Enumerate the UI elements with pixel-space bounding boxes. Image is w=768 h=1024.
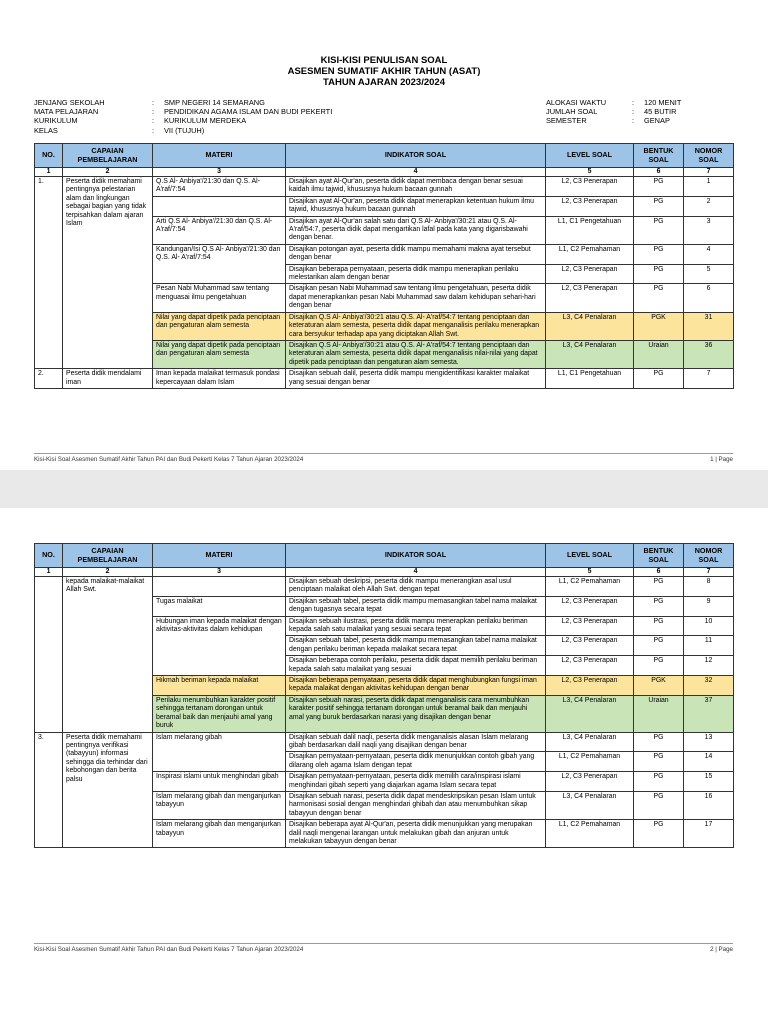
meta-colon: :	[632, 107, 635, 117]
indikator-cell: Disajikan beberapa ayat Al-Qur'an, peserta didik menunjukkan yang merupakan dalil naqli mengenai larangan untuk melakukan gibah dan anjuran untuk melakukan tabayyun dengan benar	[286, 820, 546, 848]
column-header-bentuk: BENTUK SOAL	[634, 144, 684, 168]
meta-value: KURIKULUM MERDEKA	[164, 116, 247, 126]
materi-cell: Hubungan iman kepada malaikat dengan aktivitas-aktivitas dalam kehidupan	[153, 616, 286, 675]
level-cell: L1, C2 Pemahaman	[546, 577, 634, 597]
meta-colon: :	[152, 116, 155, 126]
nomor-cell: 37	[684, 695, 734, 732]
indikator-cell: Disajikan beberapa pernyataan, peserta didik mampu menerapkan perilaku melestarikan alam dengan benar	[286, 264, 546, 284]
nomor-cell: 10	[684, 616, 734, 636]
level-cell: L2, C3 Penerapan	[546, 656, 634, 676]
document-title-line-2: ASESMEN SUMATIF AKHIR TAHUN (ASAT)	[287, 66, 481, 77]
nomor-cell: 32	[684, 676, 734, 696]
meta-colon: :	[152, 107, 155, 117]
bentuk-cell: PG	[634, 752, 684, 772]
column-header-materi: MATERI	[153, 544, 286, 568]
column-number: 4	[286, 168, 546, 177]
bentuk-cell: PG	[634, 596, 684, 616]
page-footer	[34, 453, 733, 463]
meta-value: 120 MENIT	[644, 98, 682, 107]
column-header-capaian: CAPAIAN PEMBELAJARAN	[63, 144, 153, 168]
indikator-cell: Disajikan potongan ayat, peserta didik mampu memahami makna ayat tersebut dengan benar	[286, 244, 546, 264]
meta-key: JENJANG SEKOLAH	[34, 98, 105, 107]
nomor-cell: 31	[684, 312, 734, 340]
level-cell: L2, C3 Penerapan	[546, 772, 634, 792]
indikator-cell: Disajikan Q.S Al- Anbiya'/30:21 atau Q.S. Al- A'raf/54:7 tentang penciptaan dan keteraturan alam semesta, peserta didik dapat menganalisis nilai-nilai yang dapat dipetik pada penciptaan dan pengaturan alam semesta.	[286, 340, 546, 368]
materi-cell: Arti Q.S Al- Anbiya'/21:30 dan Q.S. Al- A'raf/7:54	[153, 216, 286, 244]
level-cell: L3, C4 Penalaran	[546, 732, 634, 752]
meta-value: SMP NEGERI 14 SEMARANG	[164, 98, 265, 107]
materi-cell: Iman kepada malaikat termasuk pondasi kepercayaan dalam Islam	[153, 369, 286, 389]
meta-key: KELAS	[34, 125, 58, 135]
materi-cell	[153, 577, 286, 597]
column-header-nomor: NOMOR SOAL	[684, 144, 734, 168]
column-header-indikator: INDIKATOR SOAL	[286, 144, 546, 168]
kisi-kisi-table-page-1	[34, 143, 734, 389]
table-header-row	[35, 144, 734, 168]
materi-cell: Islam melarang gibah dan menganjurkan tabayyun	[153, 820, 286, 848]
meta-colon: :	[152, 98, 155, 107]
bentuk-cell: PG	[634, 772, 684, 792]
materi-cell: Islam melarang gibah dan menganjurkan tabayyun	[153, 791, 286, 819]
column-number-row	[35, 568, 734, 577]
column-number: 7	[684, 168, 734, 177]
column-number: 3	[153, 568, 286, 577]
materi-cell: Tugas malaikat	[153, 596, 286, 616]
nomor-cell: 13	[684, 732, 734, 752]
bentuk-cell: PG	[634, 244, 684, 264]
column-number: 2	[63, 568, 153, 577]
bentuk-cell: PG	[634, 284, 684, 312]
materi-cell: Q.S Al- Anbiya'/21:30 dan Q.S. Al-A'raf/7:54	[153, 177, 286, 197]
level-cell: L2, C3 Penerapan	[546, 196, 634, 216]
cp-text: Peserta didik memahami pentingnya pelestarian alam dan lingkungan sebagai bagian yang tidak terpisahkan dalam ajaran Islam	[63, 177, 153, 369]
document-page-1	[0, 0, 768, 470]
materi-cell: Inspirasi islami untuk menghindari gibah	[153, 772, 286, 792]
materi-cell: Nilai yang dapat dipetik pada penciptaan dan pengaturan alam semesta	[153, 340, 286, 368]
materi-cell: Islam melarang gibah	[153, 732, 286, 772]
indikator-cell: Disajikan pernyataan-pernyataan, peserta didik menunjukkan contoh gibah yang dilarang oleh agama Islam dengan tepat	[286, 752, 546, 772]
level-cell: L1, C2 Pemahaman	[546, 752, 634, 772]
level-cell: L1, C2 Pemahaman	[546, 820, 634, 848]
level-cell: L1, C1 Pengetahuan	[546, 216, 634, 244]
document-title-line-3: TAHUN AJARAN 2023/2024	[323, 77, 445, 88]
indikator-cell: Disajikan pernyataan-pernyataan, peserta didik memilih cara/inspirasi islami menghindari gibah seperti yang diajarkan agama Islam secara tepat	[286, 772, 546, 792]
level-cell: L3, C4 Penalaran	[546, 340, 634, 368]
indikator-cell: Disajikan beberapa contoh perilaku, peserta didik dapat memilih perilaku beriman kepada salah satu malaikat yang sesuai	[286, 656, 546, 676]
meta-right	[546, 98, 681, 126]
cp-number: 1.	[35, 177, 63, 369]
materi-cell: Hikmah beriman kepada malaikat	[153, 676, 286, 696]
meta-colon: :	[632, 98, 635, 107]
bentuk-cell: PG	[634, 616, 684, 636]
column-header-materi: MATERI	[153, 144, 286, 168]
column-header-level: LEVEL SOAL	[546, 144, 634, 168]
level-cell: L3, C4 Penalaran	[546, 312, 634, 340]
column-number: 1	[35, 168, 63, 177]
table-row	[35, 369, 734, 389]
column-header-bentuk: BENTUK SOAL	[634, 544, 684, 568]
cp-number: 2.	[35, 369, 63, 389]
level-cell: L3, C4 Penalaran	[546, 695, 634, 732]
indikator-cell: Disajikan ayat Al-Qur'an, peserta didik dapat menerapkan ketentuan hukum ilmu tajwid, khususnya hukum bacaan gunnah	[286, 196, 546, 216]
level-cell: L1, C2 Pemahaman	[546, 244, 634, 264]
page-footer	[34, 943, 733, 953]
bentuk-cell: PG	[634, 732, 684, 752]
materi-cell: Nilai yang dapat dipetik pada penciptaan dan pengaturan alam semesta	[153, 312, 286, 340]
nomor-cell: 2	[684, 196, 734, 216]
indikator-cell: Disajikan ayat Al-Qur'an salah satu dari Q.S Al- Anbiya'/30:21 atau Q.S. Al- A'raf/54:7, peserta didik dapat mengartikan lafal pada kata yang digarisbawahi dengan benar.	[286, 216, 546, 244]
bentuk-cell: PG	[634, 177, 684, 197]
column-header-no: NO.	[35, 144, 63, 168]
materi-cell	[153, 196, 286, 216]
nomor-cell: 5	[684, 264, 734, 284]
column-header-level: LEVEL SOAL	[546, 544, 634, 568]
table-row	[35, 177, 734, 197]
footer-text: Kisi-Kisi Soal Asesmen Sumatif Akhir Tahun PAI dan Budi Pekerti Kelas 7 Tahun Ajaran 2023/2024	[34, 946, 304, 953]
column-header-capaian: CAPAIAN PEMBELAJARAN	[63, 544, 153, 568]
bentuk-cell: PG	[634, 264, 684, 284]
column-number: 3	[153, 168, 286, 177]
bentuk-cell: Uraian	[634, 695, 684, 732]
meta-left	[34, 98, 332, 135]
nomor-cell: 1	[684, 177, 734, 197]
column-number: 5	[546, 568, 634, 577]
cp-number-empty	[35, 577, 63, 733]
bentuk-cell: PG	[634, 577, 684, 597]
nomor-cell: 15	[684, 772, 734, 792]
indikator-cell: Disajikan pesan Nabi Muhammad saw tentang ilmu pengetahuan, peserta didik dapat menerapkankan pesan Nabi Muhammad saw dalam kehidupan sehari-hari dengan benar	[286, 284, 546, 312]
indikator-cell: Disajikan sebuah deskripsi, peserta didik mampu menerangkan asal usul penciptaan malaikat oleh Allah Swt. dengan tepat	[286, 577, 546, 597]
indikator-cell: Disajikan beberapa pernyataan, peserta didik dapat menghubungkan fungsi iman kepada malaikat dengan aktivitas kehidupan dengan benar	[286, 676, 546, 696]
nomor-cell: 12	[684, 656, 734, 676]
bentuk-cell: PG	[634, 369, 684, 389]
nomor-cell: 3	[684, 216, 734, 244]
bentuk-cell: PG	[634, 791, 684, 819]
cp-text: Peserta didik mendalami iman	[63, 369, 153, 389]
nomor-cell: 4	[684, 244, 734, 264]
bentuk-cell: PGK	[634, 676, 684, 696]
bentuk-cell: PG	[634, 636, 684, 656]
nomor-cell: 7	[684, 369, 734, 389]
level-cell: L3, C4 Penalaran	[546, 791, 634, 819]
nomor-cell: 9	[684, 596, 734, 616]
nomor-cell: 8	[684, 577, 734, 597]
level-cell: L1, C1 Pengetahuan	[546, 369, 634, 389]
column-number: 5	[546, 168, 634, 177]
column-header-no: NO.	[35, 544, 63, 568]
indikator-cell: Disajikan sebuah tabel, peserta didik mampu memasangkan tabel nama malaikat dengan tugasnya secara tepat	[286, 596, 546, 616]
bentuk-cell: PG	[634, 196, 684, 216]
bentuk-cell: Uraian	[634, 340, 684, 368]
document-title-line-1: KISI-KISI PENULISAN SOAL	[320, 55, 448, 66]
bentuk-cell: PG	[634, 656, 684, 676]
indikator-cell: Disajikan ayat Al-Qur'an, peserta didik dapat membaca dengan benar sesuai kaidah ilmu tajwid, khususnya hukum bacaan gunnah	[286, 177, 546, 197]
column-number: 7	[684, 568, 734, 577]
cp-number: 3.	[35, 732, 63, 848]
meta-colon: :	[632, 116, 635, 126]
column-number: 4	[286, 568, 546, 577]
meta-value: GENAP	[644, 116, 670, 126]
nomor-cell: 36	[684, 340, 734, 368]
nomor-cell: 6	[684, 284, 734, 312]
table-header-row	[35, 544, 734, 568]
meta-key: MATA PELAJARAN	[34, 107, 99, 117]
level-cell: L2, C3 Penerapan	[546, 676, 634, 696]
footer-page-number: 1 | Page	[710, 456, 733, 463]
materi-cell: Kandungan/Isi Q.S Al- Anbiya'/21:30 dan Q.S. Al- A'raf/7:54	[153, 244, 286, 284]
indikator-cell: Disajikan sebuah narasi, peserta didik dapat menganalisis cara menumbuhkan karakter positif sehingga tertanam dorongan untuk beramal baik dan menjauhi amal yang buruk berdasarkan narasi yang disajikan dengan benar	[286, 695, 546, 732]
level-cell: L2, C3 Penerapan	[546, 616, 634, 636]
meta-key: KURIKULUM	[34, 116, 78, 126]
materi-cell: Perilaku menumbuhkan karakter positif sehingga tertanam dorongan untuk beramal baik dan menjauhi amal yang buruk	[153, 695, 286, 732]
column-number: 6	[634, 568, 684, 577]
level-cell: L2, C3 Penerapan	[546, 636, 634, 656]
nomor-cell: 14	[684, 752, 734, 772]
cp-text: Peserta didik memahami pentingnya verifikasi (tabayyun) informasi sehingga dia terhindar dari kebohongan dan berita palsu	[63, 732, 153, 848]
table-row	[35, 577, 734, 597]
column-number: 6	[634, 168, 684, 177]
footer-text: Kisi-Kisi Soal Asesmen Sumatif Akhir Tahun PAI dan Budi Pekerti Kelas 7 Tahun Ajaran 2023/2024	[34, 456, 304, 463]
column-number: 1	[35, 568, 63, 577]
document-title-block	[0, 55, 768, 88]
nomor-cell: 11	[684, 636, 734, 656]
cp-text: kepada malaikat-malaikat Allah Swt.	[63, 577, 153, 733]
column-header-nomor: NOMOR SOAL	[684, 544, 734, 568]
bentuk-cell: PG	[634, 216, 684, 244]
bentuk-cell: PGK	[634, 312, 684, 340]
column-number-row	[35, 168, 734, 177]
meta-colon: :	[152, 125, 155, 135]
indikator-cell: Disajikan sebuah dalil, peserta didik mampu mengidentifikasi karakter malaikat yang sesuai dengan benar	[286, 369, 546, 389]
bentuk-cell: PG	[634, 820, 684, 848]
indikator-cell: Disajikan sebuah tabel, peserta didik mampu memasangkan tabel nama malaikat dengan perilaku beriman kepada malaikat secara tepat	[286, 636, 546, 656]
indikator-cell: Disajikan Q.S Al- Anbiya'/30:21 atau Q.S. Al- A'raf/54:7 tentang penciptaan dan keteraturan alam semesta, peserta didik dapat menganalisis perilaku menerapkan cara bersyukur terhadap apa yang diciptakan Allah Swt.	[286, 312, 546, 340]
level-cell: L2, C3 Penerapan	[546, 264, 634, 284]
column-number: 2	[63, 168, 153, 177]
nomor-cell: 16	[684, 791, 734, 819]
level-cell: L2, C3 Penerapan	[546, 177, 634, 197]
footer-page-number: 2 | Page	[710, 946, 733, 953]
meta-value: 45 BUTIR	[644, 107, 677, 117]
meta-key: JUMLAH SOAL	[546, 107, 598, 117]
indikator-cell: Disajikan sebuah ilustrasi, peserta didik mampu menerapkan perilaku beriman kepada salah satu malaikat yang sesuai secara tepat	[286, 616, 546, 636]
level-cell: L2, C3 Penerapan	[546, 596, 634, 616]
column-header-indikator: INDIKATOR SOAL	[286, 544, 546, 568]
meta-key: ALOKASI WAKTU	[546, 98, 607, 107]
materi-cell: Pesan Nabi Muhammad saw tentang menguasai ilmu pengetahuan	[153, 284, 286, 312]
nomor-cell: 17	[684, 820, 734, 848]
document-page-2	[0, 508, 768, 1024]
meta-key: SEMESTER	[546, 116, 587, 126]
meta-value: VII (TUJUH)	[164, 125, 205, 135]
meta-value: PENDIDIKAN AGAMA ISLAM DAN BUDI PEKERTI	[164, 107, 333, 117]
indikator-cell: Disajikan sebuah dalil naqli, peserta didik menganalisis alasan Islam melarang gibah berdasarkan dalil naqli yang disajikan dengan benar	[286, 732, 546, 752]
table-row	[35, 732, 734, 752]
kisi-kisi-table-page-2	[34, 543, 734, 848]
level-cell: L2, C3 Penerapan	[546, 284, 634, 312]
indikator-cell: Disajikan sebuah narasi, peserta didik dapat mendeskripsikan pesan Islam untuk harmonisasi sosial dengan menghindari ghibah dan atau menumbuhkan sikap tabayyun dengan benar	[286, 791, 546, 819]
